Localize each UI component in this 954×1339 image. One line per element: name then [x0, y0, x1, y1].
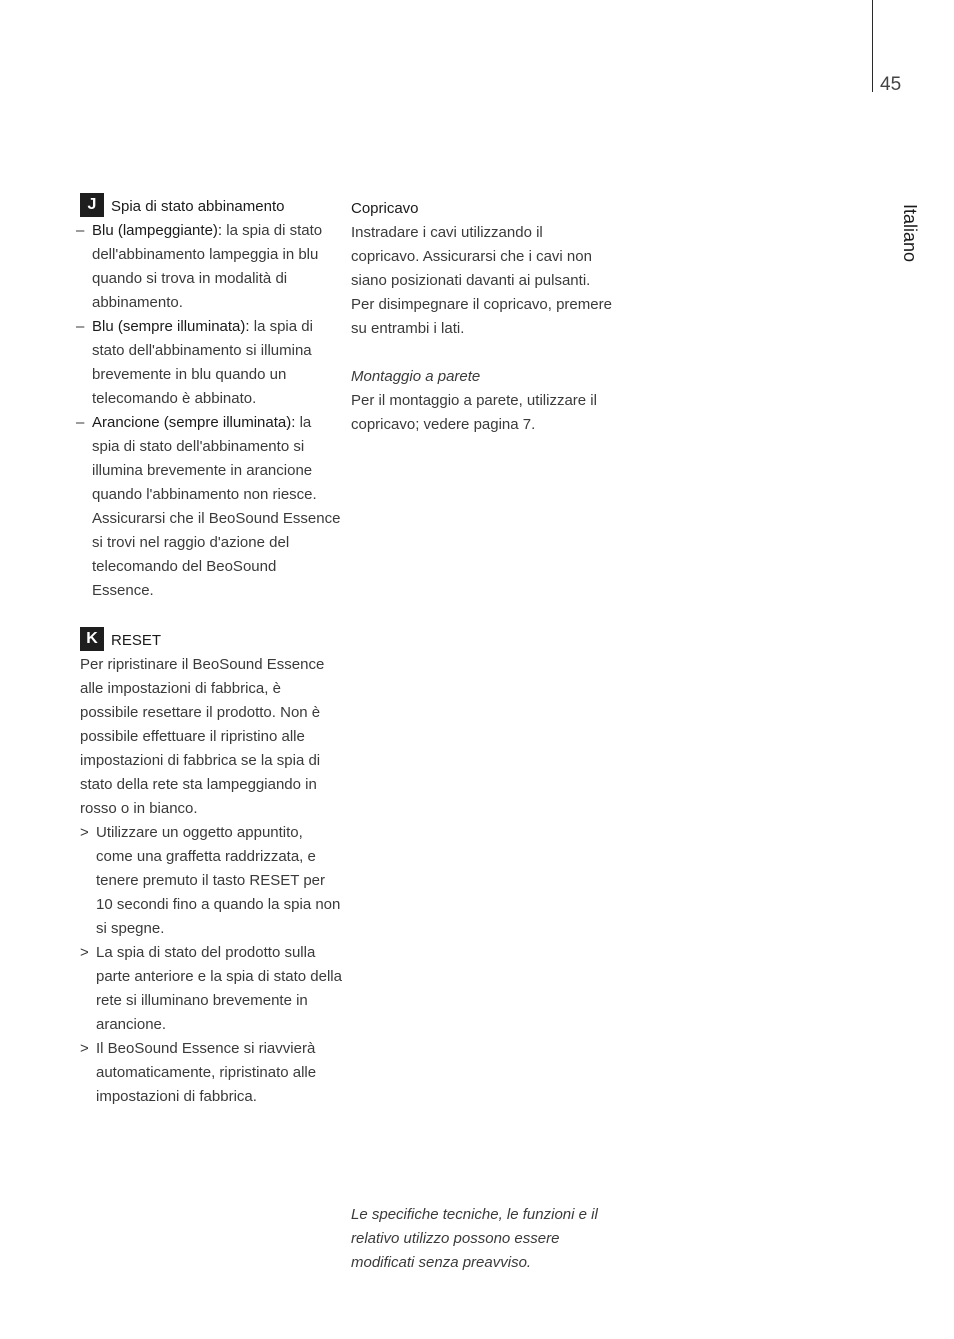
page-rule — [872, 0, 873, 92]
disclaimer: Le specifiche tecniche, le funzioni e il relativo utilizzo possono essere modificati senza preavviso. — [351, 1206, 598, 1271]
list-item — [76, 411, 342, 603]
step-marker: > — [80, 1040, 89, 1057]
step-item — [80, 1037, 342, 1109]
section-k — [80, 627, 342, 1109]
copricavo-title: Copricavo — [351, 200, 419, 217]
right-column — [351, 197, 613, 437]
item-lead: Blu (lampeggiante): — [92, 222, 223, 239]
item-text: la spia di stato dell'abbinamento si illumina brevemente in blu quando un telecomando è abbinato. — [92, 318, 313, 407]
step-marker: > — [80, 824, 89, 841]
step-item — [80, 821, 342, 941]
list-item — [76, 315, 342, 411]
section-k-title: RESET — [111, 632, 162, 649]
montaggio-text: Per il montaggio a parete, utilizzare il copricavo; vedere pagina 7. — [351, 392, 597, 433]
item-lead: Arancione (sempre illuminata): — [92, 414, 296, 431]
language-tab: Italiano — [900, 204, 920, 263]
step-text: Il BeoSound Essence si riavvierà automaticamente, ripristinato alle impostazioni di fabbrica. — [96, 1040, 317, 1105]
section-j-badge: J — [80, 193, 104, 217]
dash-bullet: – — [76, 222, 85, 239]
dash-bullet: – — [76, 414, 85, 431]
page-number: 45 — [880, 74, 902, 95]
spacer — [351, 341, 613, 365]
section-j-heading — [80, 193, 342, 219]
copricavo-text: Instradare i cavi utilizzando il copricavo. Assicurarsi che i cavi non siano posizionati davanti ai pulsanti. Per disimpegnare il copricavo, premere su entrambi i lati. — [351, 224, 612, 337]
section-k-heading — [80, 627, 342, 653]
item-lead: Blu (sempre illuminata): — [92, 318, 250, 335]
section-k-badge: K — [80, 627, 104, 651]
section-j-title: Spia di stato abbinamento — [111, 198, 285, 215]
item-text: la spia di stato dell'abbinamento lampeggia in blu quando si trova in modalità di abbinamento. — [92, 222, 323, 311]
step-marker: > — [80, 944, 89, 961]
step-text: Utilizzare un oggetto appuntito, come una graffetta raddrizzata, e tenere premuto il tasto RESET per 10 secondi fino a quando la spia non si spegne. — [96, 824, 341, 937]
step-item — [80, 941, 342, 1037]
dash-bullet: – — [76, 318, 85, 335]
step-text: La spia di stato del prodotto sulla parte anteriore e la spia di stato della rete si illuminano brevemente in arancione. — [96, 944, 342, 1033]
left-column — [76, 193, 342, 1109]
item-text: la spia di stato dell'abbinamento si illumina brevemente in arancione quando l'abbinamento non riesce. Assicurarsi che il BeoSound Essence si trovi nel raggio d'azione del telecomando del BeoSound Essence. — [92, 414, 341, 599]
montaggio-title: Montaggio a parete — [351, 368, 481, 385]
section-k-intro: Per ripristinare il BeoSound Essence alle impostazioni di fabbrica, è possibile resettare il prodotto. Non è possibile effettuare il ripristino alle impostazioni di fabbrica se la spia di stato della rete sta lampeggiando in rosso o in bianco. — [80, 656, 325, 817]
list-item — [76, 219, 342, 315]
